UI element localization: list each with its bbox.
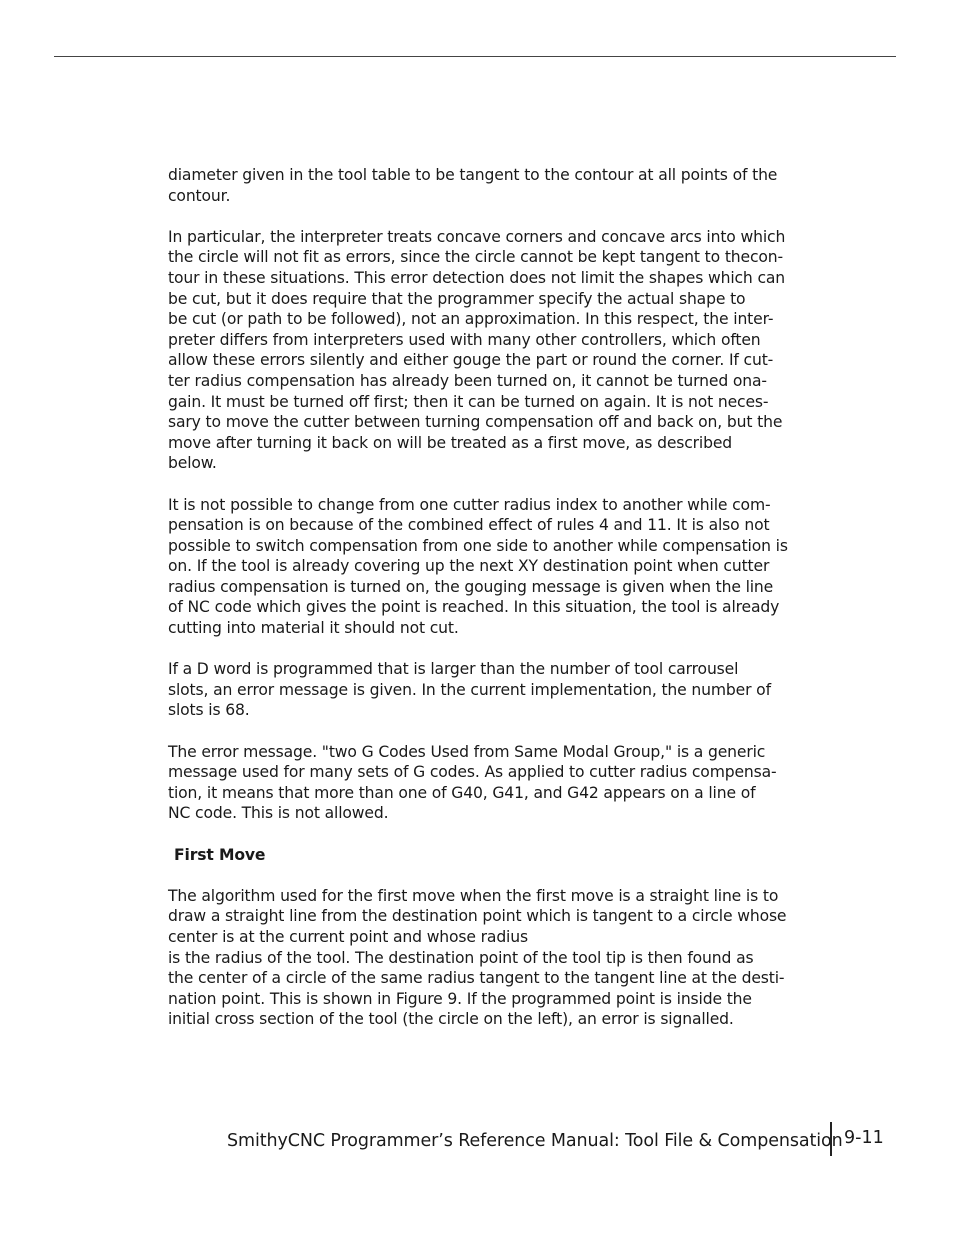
text-line: NC code. This is not allowed. (168, 804, 389, 823)
text-line: It is not possible to change from one cutter radius index to another while com- (168, 495, 771, 514)
text-line: the center of a circle of the same radius tangent to the tangent line at the desti- (168, 969, 785, 988)
text-line: be cut, but it does require that the programmer specify the actual shape to (168, 289, 746, 308)
text-line: If a D word is programmed that is larger than the number of tool carrousel (168, 660, 739, 679)
paragraph-first-move (168, 886, 793, 1030)
footer-manual-title: SmithyCNC Programmer’s Reference Manual: Tool File & Compensation (227, 1131, 843, 1151)
text-line: pensation is on because of the combined effect of rules 4 and 11. It is also not (168, 516, 770, 535)
paragraph-error-message (168, 742, 793, 824)
page-body (168, 165, 793, 1051)
text-line: contour. (168, 186, 231, 205)
text-line: on. If the tool is already covering up the next XY destination point when cutter (168, 557, 770, 576)
footer-divider (830, 1122, 832, 1156)
text-line: The algorithm used for the first move when the first move is a straight line is to (168, 886, 779, 905)
text-line: diameter given in the tool table to be tangent to the contour at all points of the (168, 166, 778, 184)
text-line: be cut (or path to be followed), not an approximation. In this respect, the inter- (168, 310, 774, 329)
text-line: In particular, the interpreter treats concave corners and concave arcs into which (168, 227, 786, 246)
text-line: slots, an error message is given. In the current implementation, the number of (168, 680, 771, 699)
paragraph-d-word (168, 659, 793, 721)
footer-page-number: 9-11 (844, 1128, 884, 1148)
text-line: allow these errors silently and either gouge the part or round the corner. If cut- (168, 351, 774, 370)
text-line: below. (168, 454, 217, 473)
text-line: gain. It must be turned off first; then it can be turned on again. It is not neces- (168, 392, 769, 411)
text-line: is the radius of the tool. The destination point of the tool tip is then found as (168, 948, 754, 967)
text-line: tion, it means that more than one of G40, G41, and G42 appears on a line of (168, 783, 756, 802)
header-rule (54, 56, 896, 57)
text-line: The error message. "two G Codes Used from Same Modal Group," is a generic (168, 742, 766, 761)
paragraph-radius-index (168, 495, 793, 639)
text-line: sary to move the cutter between turning compensation off and back on, but the (168, 413, 783, 432)
paragraph-concave-corners (168, 227, 793, 474)
text-line: message used for many sets of G codes. As applied to cutter radius compensa- (168, 763, 777, 782)
text-line: possible to switch compensation from one side to another while compensation is (168, 536, 788, 555)
text-line: cutting into material it should not cut. (168, 619, 459, 638)
text-line: center is at the current point and whose radius (168, 927, 528, 946)
text-line: tour in these situations. This error detection does not limit the shapes which can (168, 268, 786, 287)
text-line: initial cross section of the tool (the circle on the left), an error is signalled. (168, 1010, 734, 1029)
section-heading-first-move: First Move (174, 845, 266, 864)
paragraph-contour (168, 165, 793, 206)
text-line: draw a straight line from the destination point which is tangent to a circle whose (168, 907, 787, 926)
text-line: radius compensation is turned on, the gouging message is given when the line (168, 577, 774, 596)
text-line: move after turning it back on will be treated as a first move, as described (168, 433, 733, 452)
text-line: of NC code which gives the point is reached. In this situation, the tool is already (168, 598, 780, 617)
text-line: the circle will not fit as errors, since the circle cannot be kept tangent to thecon- (168, 248, 784, 267)
text-line: preter differs from interpreters used with many other controllers, which often (168, 330, 761, 349)
text-line: nation point. This is shown in Figure 9. If the programmed point is inside the (168, 989, 752, 1008)
text-line: ter radius compensation has already been turned on, it cannot be turned ona- (168, 371, 767, 390)
text-line: slots is 68. (168, 701, 250, 720)
